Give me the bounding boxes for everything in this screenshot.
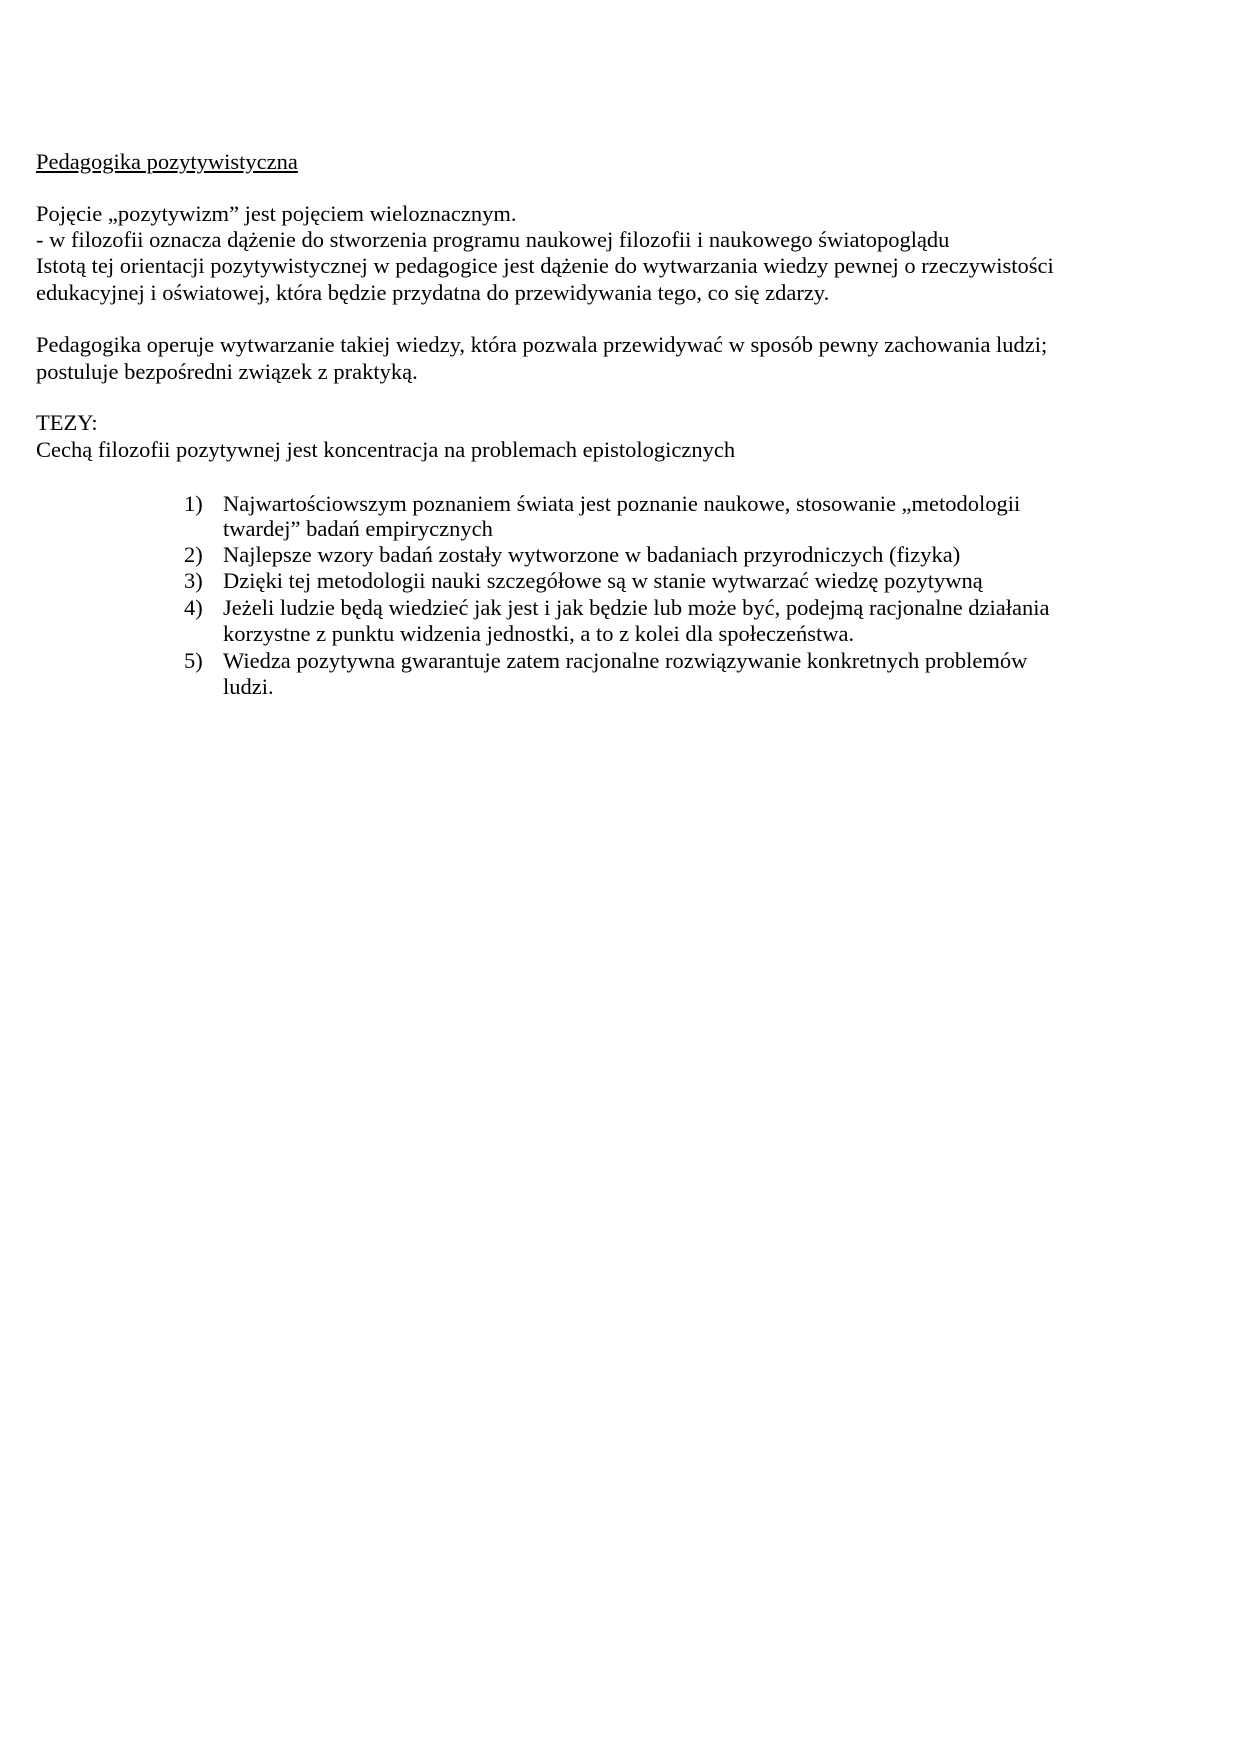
list-text: ludzi.	[223, 674, 274, 699]
paragraph-line: Istotą tej orientacji pozytywistycznej w pedagogice jest dążenie do wytwarzania wiedzy pewnej o rzeczywistości	[36, 253, 1054, 278]
paragraph-line: postuluje bezpośredni związek z praktyką.	[36, 359, 418, 384]
list-number: 5)	[184, 648, 203, 673]
list-text: twardej” badań empirycznych	[223, 516, 493, 541]
paragraph-line: Pedagogika operuje wytwarzanie takiej wiedzy, która pozwala przewidywać w sposób pewny zachowania ludzi;	[36, 332, 1048, 357]
list-number: 3)	[184, 568, 203, 593]
list-text: Jeżeli ludzie będą wiedzieć jak jest i jak będzie lub może być, podejmą racjonalne działania	[223, 595, 1050, 620]
list-number: 4)	[184, 595, 203, 620]
paragraph-line: Cechą filozofii pozytywnej jest koncentracja na problemach epistologicznych	[36, 437, 736, 462]
paragraph-line: edukacyjnej i oświatowej, która będzie przydatna do przewidywania tego, co się zdarzy.	[36, 280, 830, 305]
section-heading: TEZY:	[36, 410, 98, 435]
document-title: Pedagogika pozytywistyczna	[36, 149, 298, 174]
paragraph-line: - w filozofii oznacza dążenie do stworzenia programu naukowej filozofii i naukowego światopoglądu	[36, 227, 950, 252]
list-text: Najlepsze wzory badań zostały wytworzone w badaniach przyrodniczych (fizyka)	[223, 542, 961, 567]
paragraph-line: Pojęcie „pozytywizm” jest pojęciem wieloznacznym.	[36, 201, 517, 226]
list-text: Dzięki tej metodologii nauki szczegółowe są w stanie wytwarzać wiedzę pozytywną	[223, 568, 983, 593]
list-text: korzystne z punktu widzenia jednostki, a to z kolei dla społeczeństwa.	[223, 621, 855, 646]
list-text: Wiedza pozytywna gwarantuje zatem racjonalne rozwiązywanie konkretnych problemów	[223, 648, 1028, 673]
list-number: 1)	[184, 491, 203, 516]
list-number: 2)	[184, 542, 203, 567]
list-text: Najwartościowszym poznaniem świata jest poznanie naukowe, stosowanie „metodologii	[223, 491, 1021, 516]
